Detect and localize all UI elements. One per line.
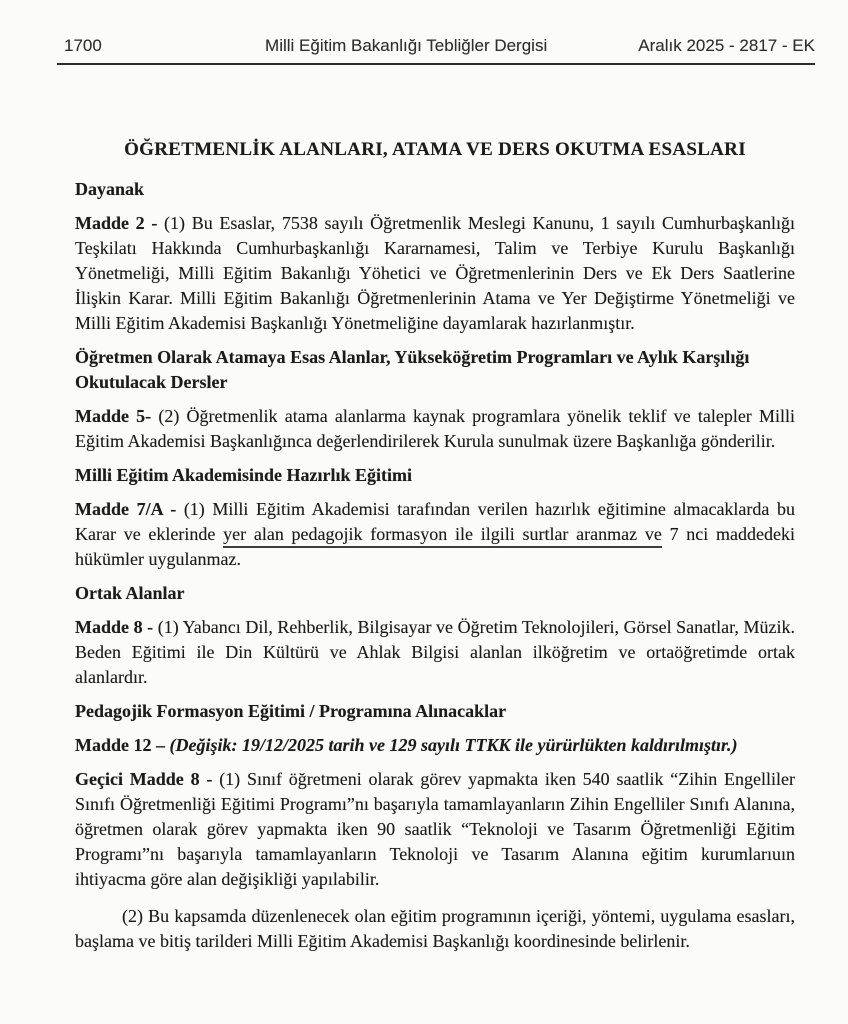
madde-8-label: Madde 8 - [75,617,154,637]
page-number: 1700 [64,36,102,55]
paragraph-madde-12 [75,733,795,758]
paragraph-madde-7a [75,497,795,572]
madde-8-text: (1) Yabancı Dil, Rehberlik, Bilgisayar ve Öğretim Teknolojileri, Görsel Sanatlar, Müzik. Beden Eğitimi ile Din Kültürü ve Ahlak Bilgisi alanlan ilköğretim ve ortaöğretimde ortak alanlardır. [75,617,795,687]
heading-pedagojik-formasyon: Pedagojik Formasyon Eğitimi / Programına Alınacaklar [75,701,507,721]
madde-2-label: Madde 2 - [75,213,158,233]
madde-5-text: (2) Öğretmenlik atama alanlarma kaynak programlara yönelik teklif ve talepler Milli Eğitim Akademisi Başkanlığınca değerlendirilerek Kurula sunulmak üzere Başkanlığa gönderilir. [75,406,795,451]
document-title: ÖĞRETMENLİK ALANLARI, ATAMA VE DERS OKUTMA ESASLARI [124,139,746,160]
madde-7a-underlined-text: yer alan pedagojik formasyon ile ilgili surtlar aranmaz ve [223,524,662,548]
paragraph-madde-2 [75,211,795,336]
madde-12-label: Madde 12 – [75,735,165,755]
paragraph-fikra-2 [75,904,795,954]
journal-title: Milli Eğitim Bakanlığı Tebliğler Dergisi [265,36,548,55]
gecici-madde-8-label: Geçici Madde 8 - [75,769,213,789]
fikra-2-text: (2) Bu kapsamda düzenlenecek olan eğitim programının içeriği, yöntemi, uygulama esasları, başlama ve bitiş tarilderi Milli Eğitim Akademisi Başkanlığı koordinesinde belirlenir. [75,906,795,951]
heading-atama-esas: Öğretmen Olarak Atamaya Esas Alanlar, Yükseköğretim Programları ve Aylık Karşılığı Okutulacak Dersler [75,347,750,392]
gecici-madde-8-text: (1) Sınıf öğretmeni olarak görev yapmakta iken 540 saatlik “Zihin Engelliler Sınıfı Öğretmenliği Eğitimi Programı”nı başarıyla tamamlayanların Zihin Engelliler Sınıfı Alanına, öğretmen olarak görev yapmakta iken 90 saatlik “Teknoloji ve Tasarım Öğretmenliği Eğitim Programı”nı başarıyla tamamlayanların Teknoloji ve Tasarım Alanına eğitim kurumlarıuın ihtiyacma göre alan değişikliği yapılabilir. [75,769,796,889]
madde-12-repeal-note: (Değişik: 19/12/2025 tarih ve 129 sayılı TTKK ile yürürlükten kaldırılmıştır.) [169,735,738,755]
madde-7a-text-before: (1) Milli Eğitim Akademisi tarafından verilen hazırlık eğitimine almacaklarda bu Karar ve eklerinde [75,499,796,544]
issue-info: Aralık 2025 - 2817 - EK [638,36,815,55]
heading-hazirlik-egitimi: Milli Eğitim Akademisinde Hazırlık Eğitimi [75,465,413,485]
journal-header [57,0,815,65]
madde-5-label: Madde 5- [75,406,152,426]
madde-2-text: (1) Bu Esaslar, 7538 sayılı Öğretmenlik Meslegi Kanunu, 1 sayılı Cumhurbaşkanlığı Teşkilatı Hakkında Cumhurbaşkanlığı Kararnamesi, Talim ve Terbiye Kurulu Başkanlığı Yönetmeliği, Milli Eğitim Bakanlığı Yöhetici ve Öğretmenlerinin Ders ve Ek Ders Saatlerine İlişkin Karar. Milli Eğitim Bakanlığı Öğretmenlerinin Atama ve Yer Değiştirme Yönetmeliği ve Milli Eğitim Akademisi Başkanlığı Yönetmeliğine dayamlarak hazırlanmıştır. [75,213,796,333]
madde-7a-text-after: 7 nci maddedeki hükümler uygulanmaz. [75,524,796,569]
paragraph-madde-8 [75,615,795,690]
heading-ortak-alanlar: Ortak Alanlar [75,583,185,603]
paragraph-gecici-madde-8 [75,767,795,892]
heading-dayanak: Dayanak [75,179,145,199]
document-body [75,137,795,954]
madde-7a-label: Madde 7/A - [75,499,177,519]
paragraph-madde-5 [75,404,795,454]
